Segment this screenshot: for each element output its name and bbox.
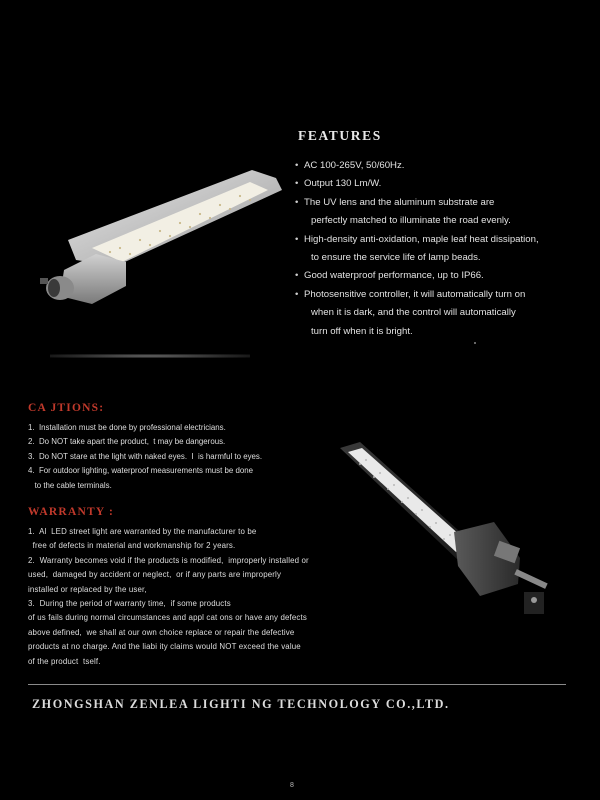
warranty-line: 1. Al LED street light are warranted by the manufacturer to be [28,527,257,536]
feature-item [292,286,582,304]
feature-item [292,304,582,322]
features-heading: FEATURES [298,128,382,143]
warranty-line: of the product tself. [28,656,101,666]
feature-item [292,267,582,285]
caution-item: 2. Do NOT take apart the product, t may be dangerous. [28,437,226,447]
feature-text: Good waterproof performance, up to IP66. [304,270,484,282]
street-light-image-top [30,158,290,328]
feature-text: High-density anti-oxidation, maple leaf heat dissipation, [304,233,539,245]
footer-divider [28,684,566,685]
feature-text: AC 100-265V, 50/60Hz. [304,160,405,171]
decorative-dot [474,342,476,344]
feature-item [292,175,582,193]
feature-text: turn off when it is bright. [311,325,413,337]
warranty-line: used, damaged by accident or neglect, or if any parts are improperly [28,570,282,580]
feature-item [292,231,582,249]
cautions-heading: CA JTIONS: [28,402,105,414]
feature-item [292,323,582,341]
cautions-list [28,421,328,493]
warranty-heading: WARRANTY : [28,506,115,518]
page-number: 8 [290,782,294,789]
feature-text: when it is dark, and the control will automatically [311,307,516,319]
features-list [292,157,582,341]
feature-text: Photosensitive controller, it will automatically turn on [304,288,526,300]
feature-item [292,212,582,230]
warranty-line: free of defects in material and workmanship for 2 years. [28,541,236,551]
bullet-icon: • [295,196,299,208]
warranty-line: above defined, we shall at our own choice replace or repair the defective [28,627,295,637]
warranty-line: products at no charge. And the liabi ity claims would NOT exceed the value [28,642,301,652]
warranty-line: 3. During the period of warranty time, if some products [28,599,231,609]
features-section [292,128,582,341]
divider-glow [50,354,250,358]
feature-item [292,194,582,212]
feature-text: Output 130 Lm/W. [304,178,382,190]
feature-text: perfectly matched to illuminate the road evenly. [311,215,511,227]
company-name: ZHONGSHAN ZENLEA LIGHTI NG TECHNOLOGY CO.,LTD. [32,697,450,711]
caution-item: 4. For outdoor lighting, waterproof measurements must be done [28,466,254,476]
feature-text: The UV lens and the aluminum substrate are [304,196,495,208]
warranty-line: installed or replaced by the user, [28,584,147,594]
feature-text: to ensure the service life of lamp beads. [311,252,481,264]
bullet-icon: • [295,233,299,245]
feature-item [292,249,582,267]
bullet-icon: • [295,178,299,190]
feature-item [292,157,582,175]
caution-item: 1. Installation must be done by professional electricians. [28,423,226,432]
bullet-icon: • [295,160,299,171]
bullet-icon: • [295,270,299,282]
caution-item: 3. Do NOT stare at the light with naked eyes. I is harmful to eyes. [28,451,263,461]
warranty-line: of us fails during normal circumstances and appl cat ons or have any defects [28,613,307,623]
warranty-text [28,525,358,669]
warranty-line: 2. Warranty becomes void if the products is modified, improperly installed or [28,555,309,565]
caution-item: to the cable terminals. [28,480,112,490]
bullet-icon: • [295,288,299,300]
